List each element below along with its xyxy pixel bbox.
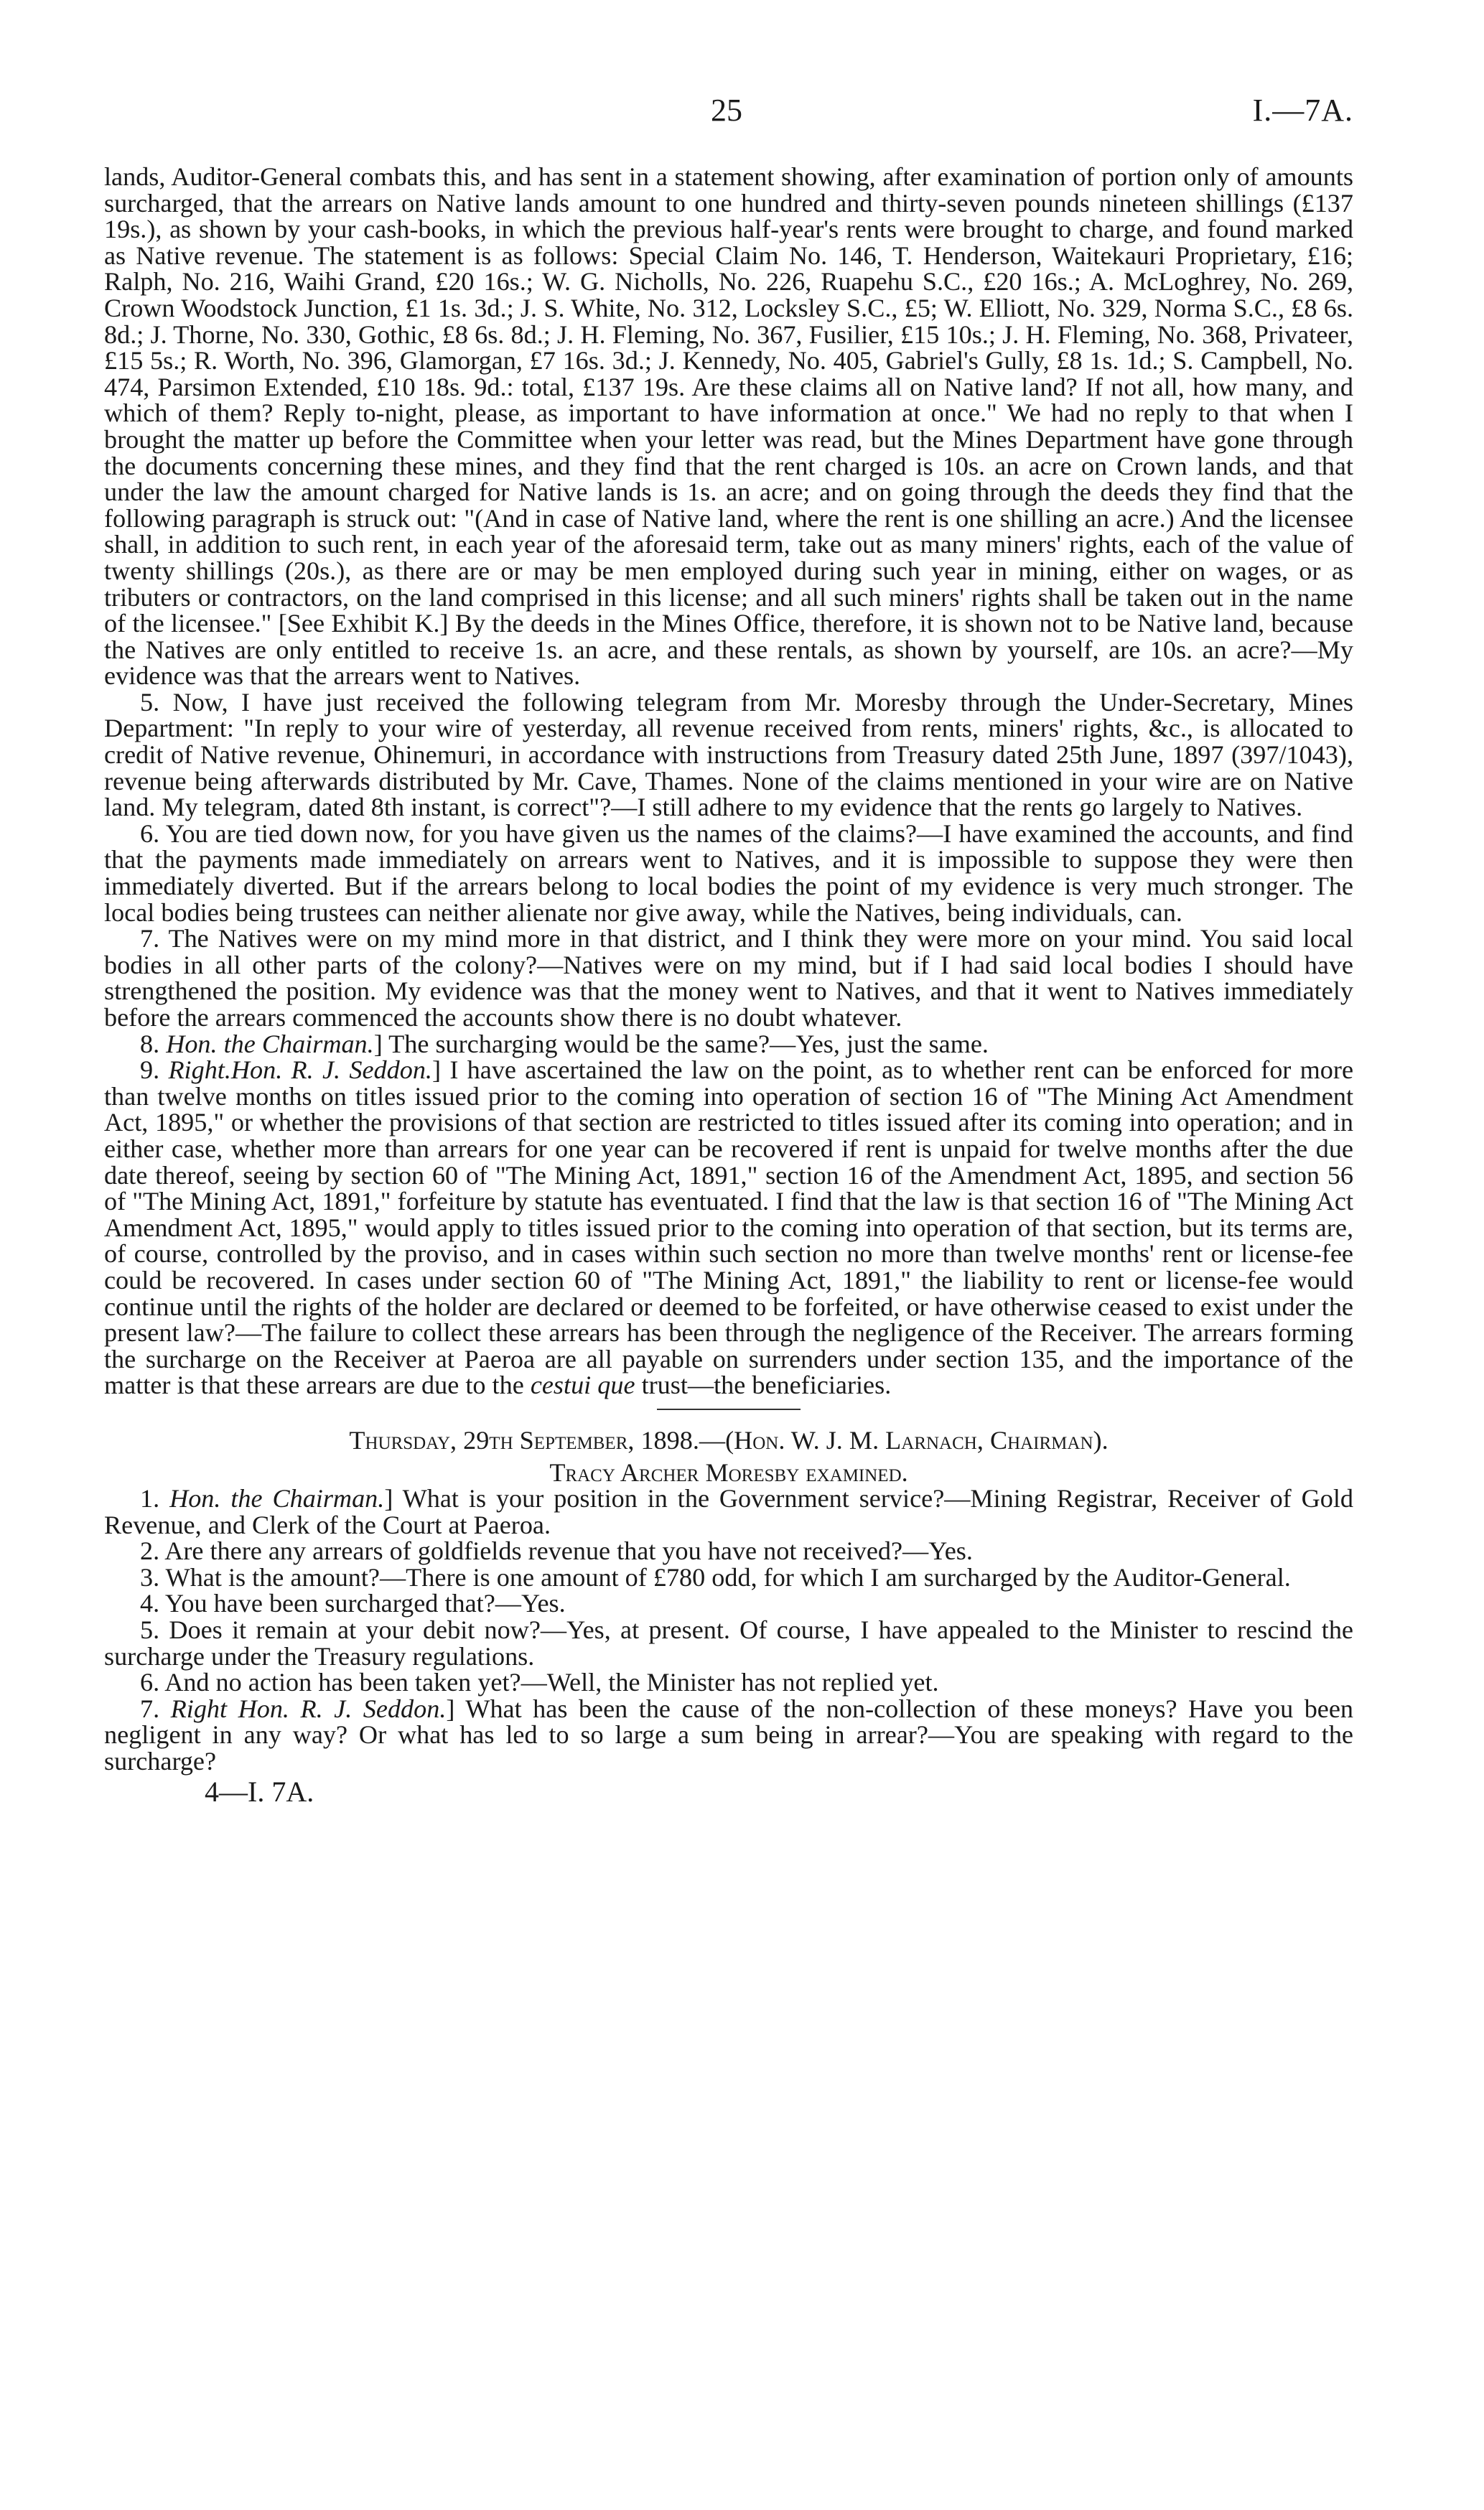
question-number: 7. bbox=[140, 1694, 171, 1723]
question-6: 6. And no action has been taken yet?—Well, the Minister has not replied yet. bbox=[140, 1668, 939, 1697]
paragraph-7: 7. The Natives were on my mind more in that district, and I think they were more on your mind. You said local bodies in all other parts of the colony?—Natives were on my mind, but if I had said local bodies I should have strengthened the position. My evidence was that the money went to Natives, and that it went to Natives immediately before the arrears commenced the accounts show there is no doubt whatever. bbox=[104, 924, 1353, 1032]
italic-phrase: cestui que bbox=[530, 1371, 635, 1400]
question-3: 3. What is the amount?—There is one amount of £780 odd, for which I am surcharged by the Auditor-General. bbox=[140, 1562, 1291, 1592]
question-5: 5. Does it remain at your debit now?—Yes, at present. Of course, I have appealed to the Minister to rescind the surcharge under the Treasury regulations. bbox=[104, 1615, 1353, 1671]
continued-paragraph: lands, Auditor-General combats this, and has sent in a statement showing, after examination of portion only of amounts surcharged, that the arrears on Native lands amount to one hundred and thirty-seven pounds nineteen shillings (£137 19s.), as shown by your cash-books, in which the previous half-year's rents were brought to charge, and found marked as Native revenue. The statement is as follows: Special Claim No. 146, T. Henderson, Waitekauri Proprietary, £16; Ralph, No. 216, Waihi Grand, £20 16s.; W. G. Nicholls, No. 226, Ruapehu S.C., £20 16s.; A. McLoghrey, No. 269, Crown Woodstock Junction, £1 1s. 3d.; J. S. White, No. 312, Locksley S.C., £5; W. Elliott, No. 329, Norma S.C., £8 6s. 8d.; J. Thorne, No. 330, Gothic, £8 6s. 8d.; J. H. Fleming, No. 367, Fusilier, £15 10s.; J. H. Fleming, No. 368, Privateer, £15 5s.; R. Worth, No. 396, Glamorgan, £7 16s. 3d.; J. Kennedy, No. 405, Gabriel's Gully, £8 1s. 1d.; S. Campbell, No. 474, Parsimon Extended, £10 18s. 9d.: total, £137 19s. Are these claims all on Native land? If not all, how many, and which of them? Reply to-night, please, as important to have information at once." We had no reply to that when I brought the matter up before the Committee when your letter was read, but the Mines Department have gone through the documents concerning these mines, and they find that the rent charged is 10s. an acre on Crown lands, and that under the law the amount charged for Native lands is 1s. an acre; and on going through the deeds they find that the following paragraph is struck out: "(And in case of Native land, where the rent is one shilling an acre.) And the licensee shall, in addition to such rent, in each year of the aforesaid term, take out as many miners' rights, each of the value of twenty shillings (20s.), as there are or may be men employed during such year in mining, either on wages, or as tributers or contractors, on the land comprised in this license; and all such miners' rights shall be taken out in the name of the licensee." [See Exhibit K.] By the deeds in the Mines Office, therefore, it is shown not to be Native land, because the Natives are only entitled to receive 1s. an acre, and these rentals, as shown by yourself, are 10s. an acre?—My evidence was that the arrears went to Natives. bbox=[104, 162, 1353, 691]
signature-mark: 4—I. 7A. bbox=[205, 1775, 314, 1808]
witness-heading: Tracy Archer Moresby examined. bbox=[549, 1457, 908, 1487]
document-body bbox=[104, 162, 1354, 1808]
paragraph-5: 5. Now, I have just received the following telegram from Mr. Moresby through the Under-Secretary, Mines Department: "In reply to your wire of yesterday, all revenue received from rents, miners' rights, &c., is allocated to credit of Native revenue, Ohinemuri, in accordance with instructions from Treasury dated 25th June, 1897 (397/1043), revenue being afterwards distributed by Mr. Cave, Thames. None of the claims mentioned in your wire are on Native land. My telegram, dated 8th instant, is correct"?—I still adhere to my evidence that the rents go largely to Natives. bbox=[104, 687, 1353, 822]
question-text: ] What has been the cause of the non-collection of these moneys? Have you been negligent in any way? Or what has led to so large a sum being in arrear?—You are speaking with regard to the surcharge? bbox=[104, 1694, 1354, 1776]
speaker-name: Right.Hon. R. J. Seddon. bbox=[168, 1055, 432, 1085]
speaker-name: Hon. the Chairman. bbox=[169, 1484, 385, 1513]
page-number: 25 bbox=[711, 93, 742, 128]
question-7 bbox=[104, 1696, 1353, 1775]
paragraph-6: 6. You are tied down now, for you have given us the names of the claims?—I have examined the accounts, and find that the payments made immediately on arrears went to Natives, and it is impossible to suppose they were then immediately diverted. But if the arrears belong to local bodies the point of my evidence is very much stronger. The local bodies being trustees can neither alienate nor give away, while the Natives, being individuals, can. bbox=[104, 818, 1353, 927]
question-number: 9. bbox=[140, 1055, 169, 1085]
question-text: ] What is your position in the Government service?—Mining Registrar, Receiver of Gold Revenue, and Clerk of the Court at Paeroa. bbox=[104, 1484, 1354, 1539]
page-header bbox=[0, 92, 1484, 135]
speaker-name: Hon. the Chairman. bbox=[166, 1029, 374, 1058]
question-number: 1. bbox=[140, 1484, 170, 1513]
question-4: 4. You have been surcharged that?—Yes. bbox=[140, 1589, 566, 1618]
question-number: 8. bbox=[140, 1029, 167, 1058]
paragraph-9 bbox=[104, 1057, 1353, 1399]
speaker-name: Right Hon. R. J. Seddon. bbox=[170, 1694, 447, 1723]
paragraph-8 bbox=[104, 1031, 1353, 1058]
question-text: ] I have ascertained the law on the point, as to whether rent can be enforced for more than twelve months on titles issued prior to the coming into operation of section 16 of "The Mining Act Amendment Act, 1895," or whether the provisions of that section are restricted to titles issued after its coming into operation; and in either case, whether more than arrears for one year can be recovered if rent is unpaid for twelve months after the due date thereof, seeing by section 60 of "The Mining Act, 1891," section 16 of the Amendment Act, 1895, and section 56 of "The Mining Act, 1891," forfeiture by statute has eventuated. I find that the law is that section 16 of "The Mining Act Amendment Act, 1895," would apply to titles issued prior to the coming into operation of that section, but its terms are, of course, controlled by the proviso, and in cases within such section no more than twelve months' rent or license-fee could be recovered. In cases under section 60 of "The Mining Act, 1891," the liability to rent or license-fee would continue until the rights of the holder are declared or deemed to be forfeited, or have otherwise ceased to exist under the present law?—The failure to collect these arrears has been through the negligence of the Receiver. The arrears forming the surcharge on the Receiver at Paeroa are all payable on surrenders under section 135, and the importance of the matter is that these arrears are due to the bbox=[104, 1055, 1354, 1400]
section-divider bbox=[657, 1409, 801, 1410]
question-2: 2. Are there any arrears of goldfields revenue that you have not received?—Yes. bbox=[140, 1536, 973, 1566]
question-text: ] The surcharging would be the same?—Yes, just the same. bbox=[373, 1029, 989, 1058]
question-text-end: trust—the beneficiaries. bbox=[635, 1371, 892, 1400]
session-date-heading: Thursday, 29th September, 1898.—(Hon. W. J. M. Larnach, Chairman). bbox=[349, 1425, 1109, 1455]
document-reference: I.—7A. bbox=[1252, 93, 1353, 128]
question-1 bbox=[104, 1485, 1353, 1538]
